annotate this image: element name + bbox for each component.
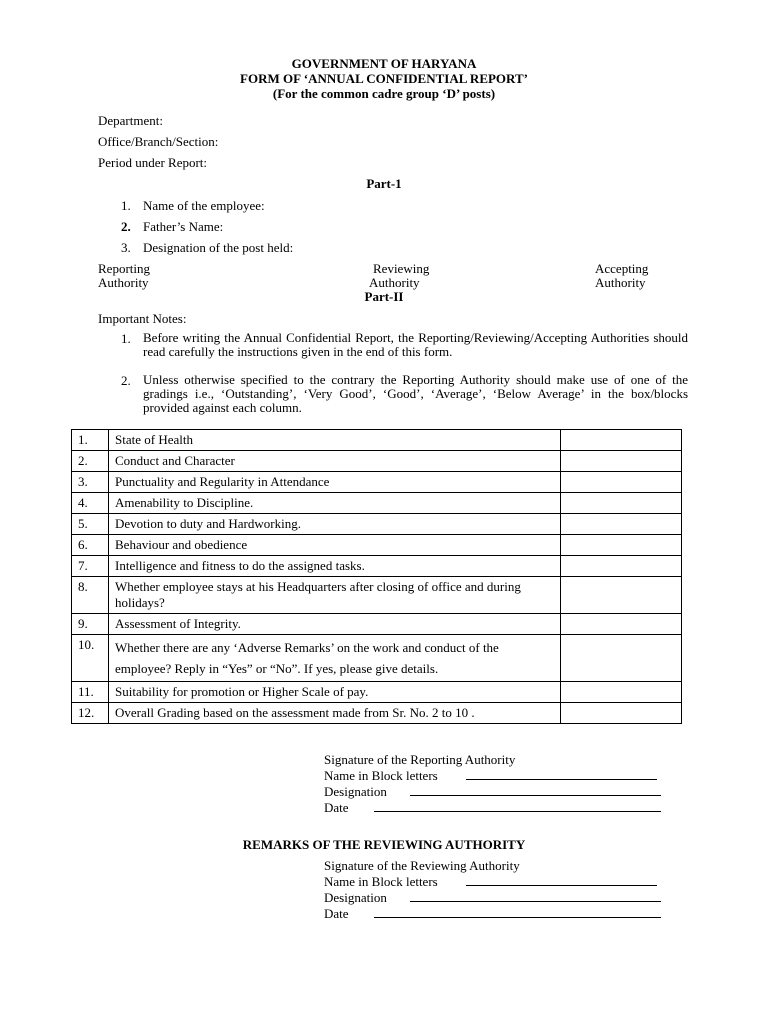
assessment-table bbox=[71, 429, 682, 724]
grading-box[interactable] bbox=[561, 556, 682, 577]
table-row bbox=[72, 451, 682, 472]
table-row bbox=[72, 535, 682, 556]
reviewing-date-line[interactable] bbox=[374, 917, 661, 918]
grading-box[interactable] bbox=[561, 682, 682, 703]
office-field: Office/Branch/Section: bbox=[98, 134, 219, 149]
grading-box[interactable] bbox=[561, 451, 682, 472]
reporting-date-label: Date bbox=[324, 800, 349, 815]
row-criterion: Behaviour and obedience bbox=[109, 535, 561, 556]
row-criterion: Overall Grading based on the assessment made from Sr. No. 2 to 10 . bbox=[109, 703, 561, 724]
grading-box[interactable] bbox=[561, 514, 682, 535]
row-criterion: Punctuality and Regularity in Attendance bbox=[109, 472, 561, 493]
table-row bbox=[72, 493, 682, 514]
grading-box[interactable] bbox=[561, 614, 682, 635]
reporting-authority-label: Reporting bbox=[98, 261, 150, 276]
reporting-name-line[interactable] bbox=[466, 779, 657, 780]
row-number: 10. bbox=[72, 635, 109, 682]
reviewing-name-line[interactable] bbox=[466, 885, 657, 886]
part1-item-num: 2. bbox=[121, 219, 131, 234]
grading-box[interactable] bbox=[561, 535, 682, 556]
reviewing-designation-label: Designation bbox=[324, 890, 387, 905]
row-number: 8. bbox=[72, 577, 109, 614]
grading-box[interactable] bbox=[561, 703, 682, 724]
row-number: 6. bbox=[72, 535, 109, 556]
part2-title: Part-II bbox=[364, 289, 404, 304]
note-num: 1. bbox=[121, 331, 131, 346]
row-criterion: Devotion to duty and Hardworking. bbox=[109, 514, 561, 535]
reviewing-remarks-heading: REMARKS OF THE REVIEWING AUTHORITY bbox=[242, 837, 526, 852]
table-row bbox=[72, 472, 682, 493]
table-row bbox=[72, 556, 682, 577]
note-text: Before writing the Annual Confidential Report, the Reporting/Reviewing/Accepting Authorities should read carefully the instructions given in the end of this form. bbox=[143, 330, 688, 359]
part1-item-num: 3. bbox=[121, 240, 131, 255]
row-number: 1. bbox=[72, 430, 109, 451]
notes-heading: Important Notes: bbox=[98, 311, 187, 326]
row-criterion: Conduct and Character bbox=[109, 451, 561, 472]
row-criterion: Assessment of Integrity. bbox=[109, 614, 561, 635]
row-criterion: State of Health bbox=[109, 430, 561, 451]
row-criterion: Suitability for promotion or Higher Scale of pay. bbox=[109, 682, 561, 703]
header-form-title: FORM OF ‘ANNUAL CONFIDENTIAL REPORT’ bbox=[240, 71, 528, 86]
table-row bbox=[72, 577, 682, 614]
reporting-signature-label: Signature of the Reporting Authority bbox=[324, 752, 516, 767]
row-criterion: Amenability to Discipline. bbox=[109, 493, 561, 514]
reporting-authority-label: Authority bbox=[98, 275, 149, 290]
reporting-designation-label: Designation bbox=[324, 784, 387, 799]
grading-box[interactable] bbox=[561, 635, 682, 682]
header-subtitle: (For the common cadre group ‘D’ posts) bbox=[272, 86, 496, 101]
reporting-designation-line[interactable] bbox=[410, 795, 661, 796]
table-row bbox=[72, 514, 682, 535]
table-row bbox=[72, 703, 682, 724]
accepting-authority-label: Authority bbox=[595, 275, 646, 290]
department-field: Department: bbox=[98, 113, 163, 128]
row-number: 11. bbox=[72, 682, 109, 703]
row-number: 3. bbox=[72, 472, 109, 493]
row-number: 12. bbox=[72, 703, 109, 724]
table-row bbox=[72, 635, 682, 682]
header-title: GOVERNMENT OF HARYANA bbox=[291, 56, 477, 71]
reporting-date-line[interactable] bbox=[374, 811, 661, 812]
reviewing-authority-label: Authority bbox=[369, 275, 420, 290]
part1-item-label: Father’s Name: bbox=[143, 219, 224, 234]
grading-box[interactable] bbox=[561, 472, 682, 493]
reviewing-designation-line[interactable] bbox=[410, 901, 661, 902]
reviewing-name-label: Name in Block letters bbox=[324, 874, 438, 889]
reporting-name-label: Name in Block letters bbox=[324, 768, 438, 783]
part1-item-label: Name of the employee: bbox=[143, 198, 265, 213]
period-field: Period under Report: bbox=[98, 155, 208, 170]
part1-item-num: 1. bbox=[121, 198, 131, 213]
row-number: 5. bbox=[72, 514, 109, 535]
part1-title: Part-1 bbox=[366, 176, 402, 191]
table-row bbox=[72, 682, 682, 703]
row-number: 2. bbox=[72, 451, 109, 472]
table-row bbox=[72, 430, 682, 451]
reviewing-date-label: Date bbox=[324, 906, 349, 921]
part1-item-label: Designation of the post held: bbox=[143, 240, 294, 255]
note-text: Unless otherwise specified to the contrary the Reporting Authority should make use of one of the gradings i.e., ‘Outstanding’, ‘Very Good’, ‘Good’, ‘Average’, ‘Below Average’ in the box/blocks provided against each column. bbox=[143, 372, 688, 415]
table-row bbox=[72, 614, 682, 635]
reviewing-authority-label: Reviewing bbox=[373, 261, 430, 276]
row-criterion: Whether there are any ‘Adverse Remarks’ on the work and conduct of the employee? Reply in “Yes” or “No”. If yes, please give details. bbox=[109, 635, 561, 682]
reviewing-signature-label: Signature of the Reviewing Authority bbox=[324, 858, 520, 873]
row-number: 4. bbox=[72, 493, 109, 514]
row-criterion: Whether employee stays at his Headquarters after closing of office and during holidays? bbox=[109, 577, 561, 614]
note-num: 2. bbox=[121, 373, 131, 388]
grading-box[interactable] bbox=[561, 430, 682, 451]
row-number: 7. bbox=[72, 556, 109, 577]
accepting-authority-label: Accepting bbox=[595, 261, 649, 276]
grading-box[interactable] bbox=[561, 493, 682, 514]
grading-box[interactable] bbox=[561, 577, 682, 614]
row-criterion: Intelligence and fitness to do the assigned tasks. bbox=[109, 556, 561, 577]
row-number: 9. bbox=[72, 614, 109, 635]
